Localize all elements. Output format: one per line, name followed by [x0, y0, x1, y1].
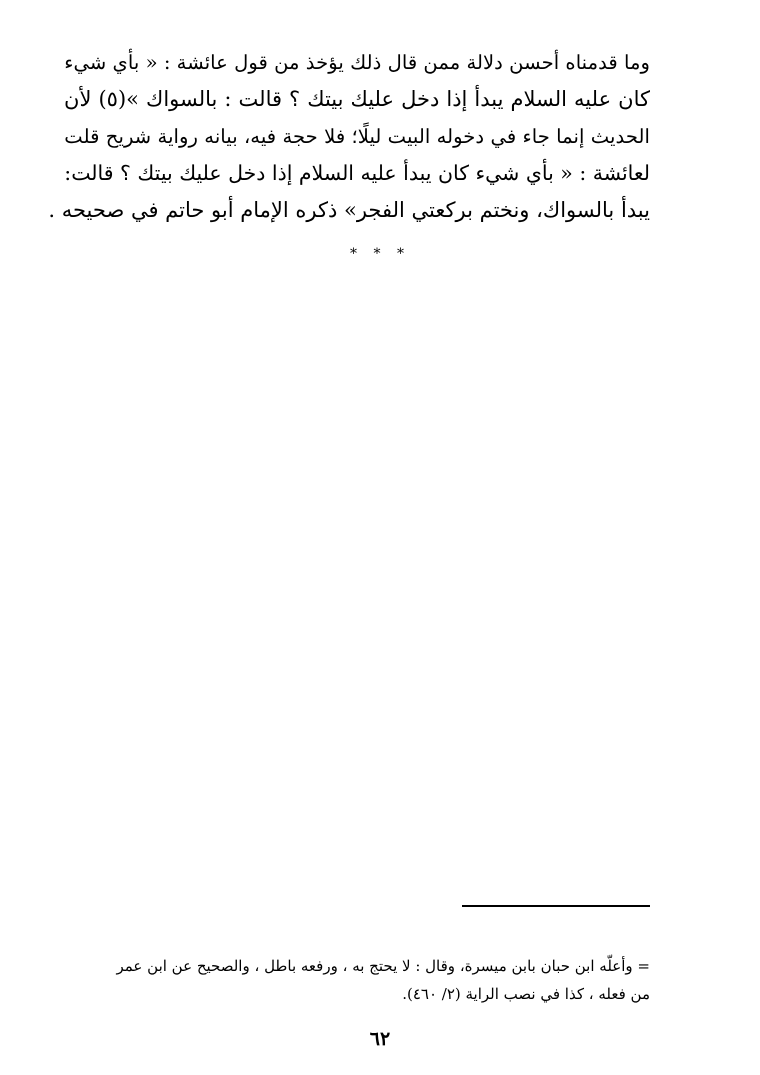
footnotes-block	[64, 952, 650, 1008]
footnote-divider	[462, 905, 650, 907]
main-text-line-4: لعائشة : « بأي شيء كان يبدأ عليه السلام إذا دخل عليك بيتك ؟ قالت:	[64, 161, 650, 185]
main-text-line-3: الحديث إنما جاء في دخوله البيت ليلًا؛ فلا حجة فيه، بيانه رواية شريح قلت	[64, 125, 650, 148]
footnote-line-1: = وأعلّه ابن حبان بابن ميسرة، وقال : لا يحتج به ، ورفعه باطل ، والصحيح عن ابن عمر	[116, 957, 650, 975]
page-number: ٦٢	[369, 1028, 391, 1050]
main-text-line-1: وما قدمناه أحسن دلالة ممن قال ذلك يؤخذ من قول عائشة : « بأي شيء	[64, 51, 650, 74]
section-separator: * * *	[350, 246, 410, 262]
main-text-block	[48, 44, 650, 229]
main-text-line-2: كان عليه السلام يبدأ إذا دخل عليك بيتك ؟ قالت : بالسواك »(٥) لأن	[64, 87, 650, 111]
footnote-line-2: من فعله ، كذا في نصب الراية (٢/ ٤٦٠).	[402, 985, 650, 1003]
main-text-line-5: يبدأ بالسواك، ونختم بركعتي الفجر» ذكره الإمام أبو حاتم في صحيحه .	[48, 198, 650, 222]
